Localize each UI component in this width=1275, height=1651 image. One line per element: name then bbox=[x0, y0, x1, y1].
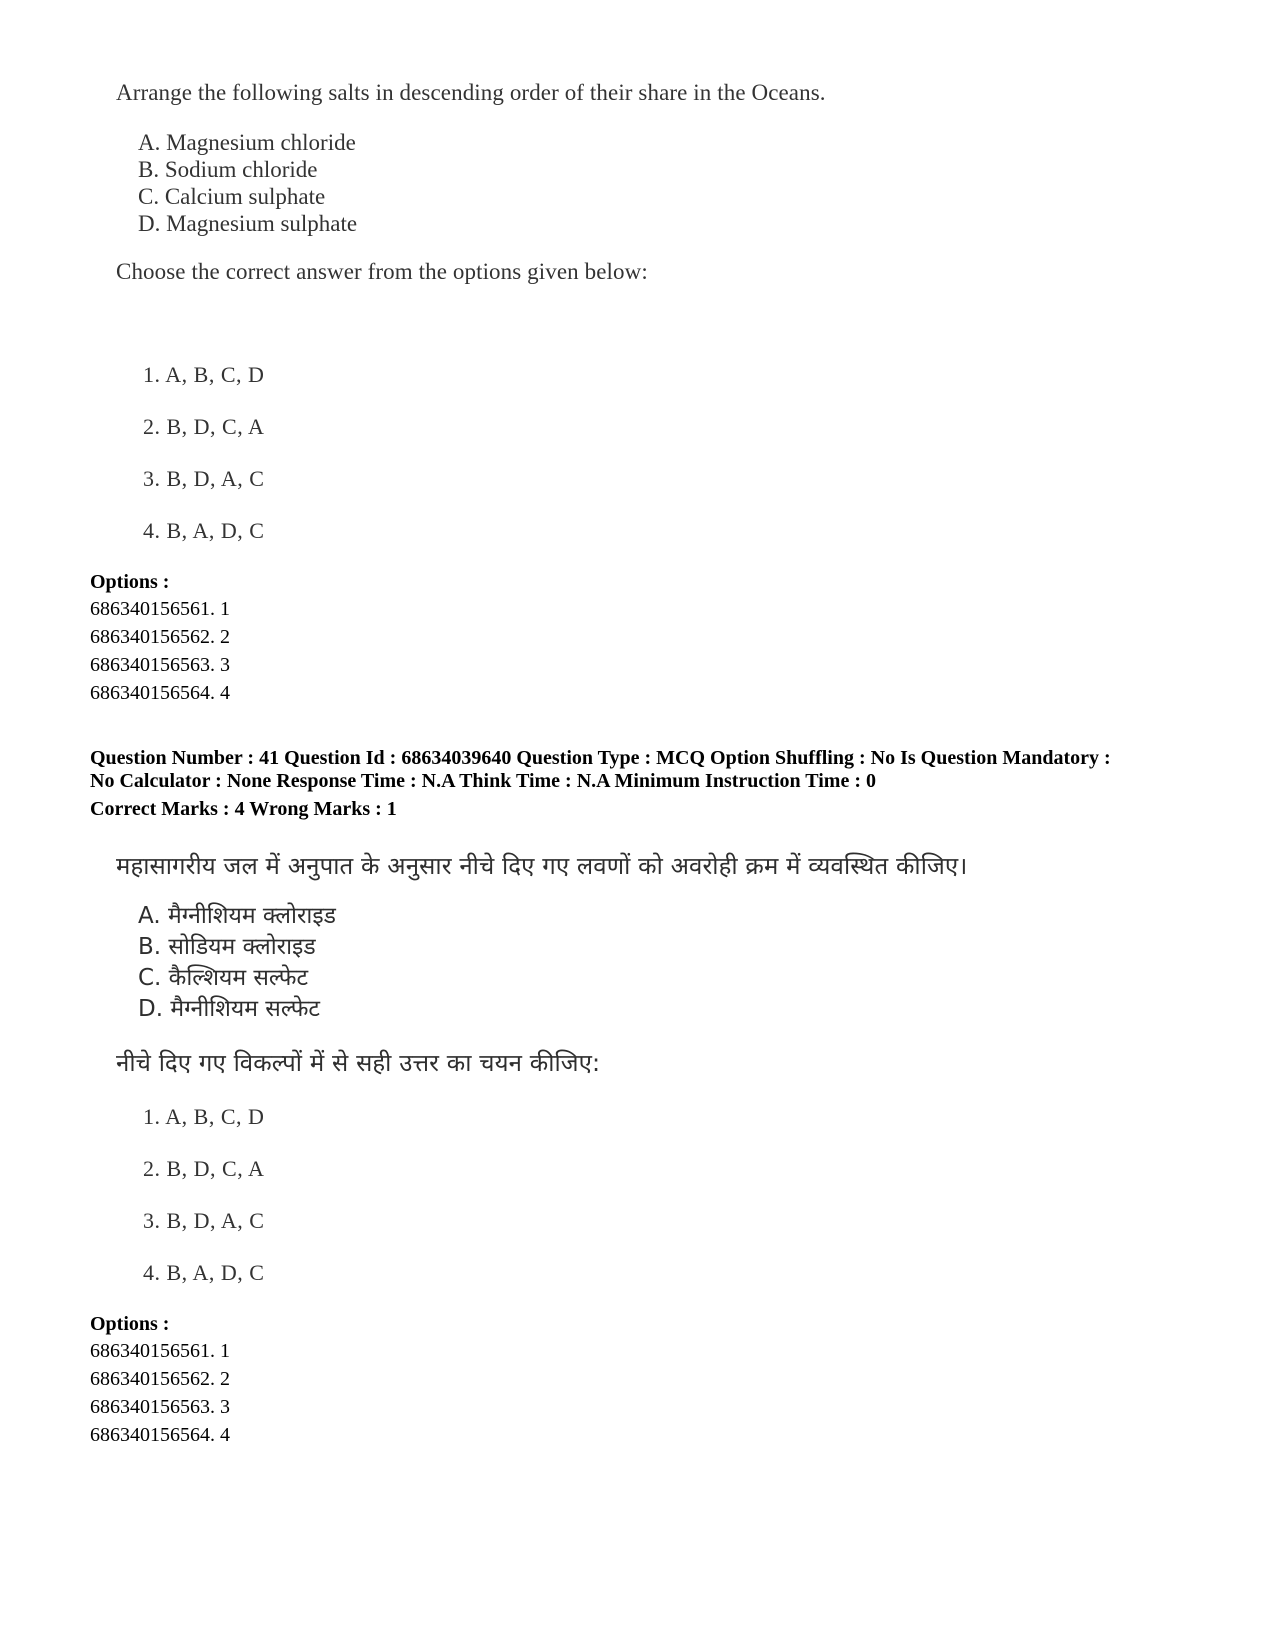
choice-2-hindi-block: 2. B, D, C, A bbox=[143, 1156, 265, 1181]
option-id-3: 686340156563. 3 bbox=[90, 654, 230, 676]
option-id-4-b: 686340156564. 4 bbox=[90, 1424, 230, 1446]
question-meta-line-3: Correct Marks : 4 Wrong Marks : 1 bbox=[90, 798, 397, 820]
choice-4: 4. B, A, D, C bbox=[143, 518, 265, 543]
choice-3-hindi-block: 3. B, D, A, C bbox=[143, 1208, 265, 1233]
question-text: Arrange the following salts in descending order of their share in the Oceans. bbox=[116, 80, 826, 105]
question-meta-line-2: No Calculator : None Response Time : N.A Think Time : N.A Minimum Instruction Time : 0 bbox=[90, 770, 876, 792]
statement-a: A. Magnesium chloride bbox=[138, 130, 356, 155]
question-meta-line-1: Question Number : 41 Question Id : 68634039640 Question Type : MCQ Option Shuffling : No Is Question Mandatory : bbox=[90, 747, 1111, 769]
choice-1-hindi-block: 1. A, B, C, D bbox=[143, 1104, 265, 1129]
option-id-2: 686340156562. 2 bbox=[90, 626, 230, 648]
statement-d-hindi: D. मैग्नीशियम सल्फेट bbox=[138, 996, 321, 1022]
options-label: Options : bbox=[90, 571, 170, 593]
instruction-text-hindi: नीचे दिए गए विकल्पों में से सही उत्तर का चयन कीजिए: bbox=[116, 1049, 601, 1077]
choice-2: 2. B, D, C, A bbox=[143, 414, 265, 439]
choice-3: 3. B, D, A, C bbox=[143, 466, 265, 491]
statement-c: C. Calcium sulphate bbox=[138, 184, 326, 209]
option-id-2-b: 686340156562. 2 bbox=[90, 1368, 230, 1390]
statement-a-hindi: A. मैग्नीशियम क्लोराइड bbox=[138, 903, 336, 929]
statement-b: B. Sodium chloride bbox=[138, 157, 318, 182]
statement-d: D. Magnesium sulphate bbox=[138, 211, 358, 236]
option-id-3-b: 686340156563. 3 bbox=[90, 1396, 230, 1418]
option-id-4: 686340156564. 4 bbox=[90, 682, 230, 704]
option-id-1: 686340156561. 1 bbox=[90, 598, 230, 620]
question-text-hindi: महासागरीय जल में अनुपात के अनुसार नीचे दिए गए लवणों को अवरोही क्रम में व्यवस्थित कीजिए। bbox=[116, 852, 968, 880]
choice-1: 1. A, B, C, D bbox=[143, 362, 265, 387]
statement-c-hindi: C. कैल्शियम सल्फेट bbox=[138, 965, 309, 991]
options-label-2: Options : bbox=[90, 1313, 170, 1335]
statement-b-hindi: B. सोडियम क्लोराइड bbox=[138, 934, 316, 960]
choice-4-hindi-block: 4. B, A, D, C bbox=[143, 1260, 265, 1285]
option-id-1-b: 686340156561. 1 bbox=[90, 1340, 230, 1362]
instruction-text: Choose the correct answer from the options given below: bbox=[116, 259, 648, 284]
